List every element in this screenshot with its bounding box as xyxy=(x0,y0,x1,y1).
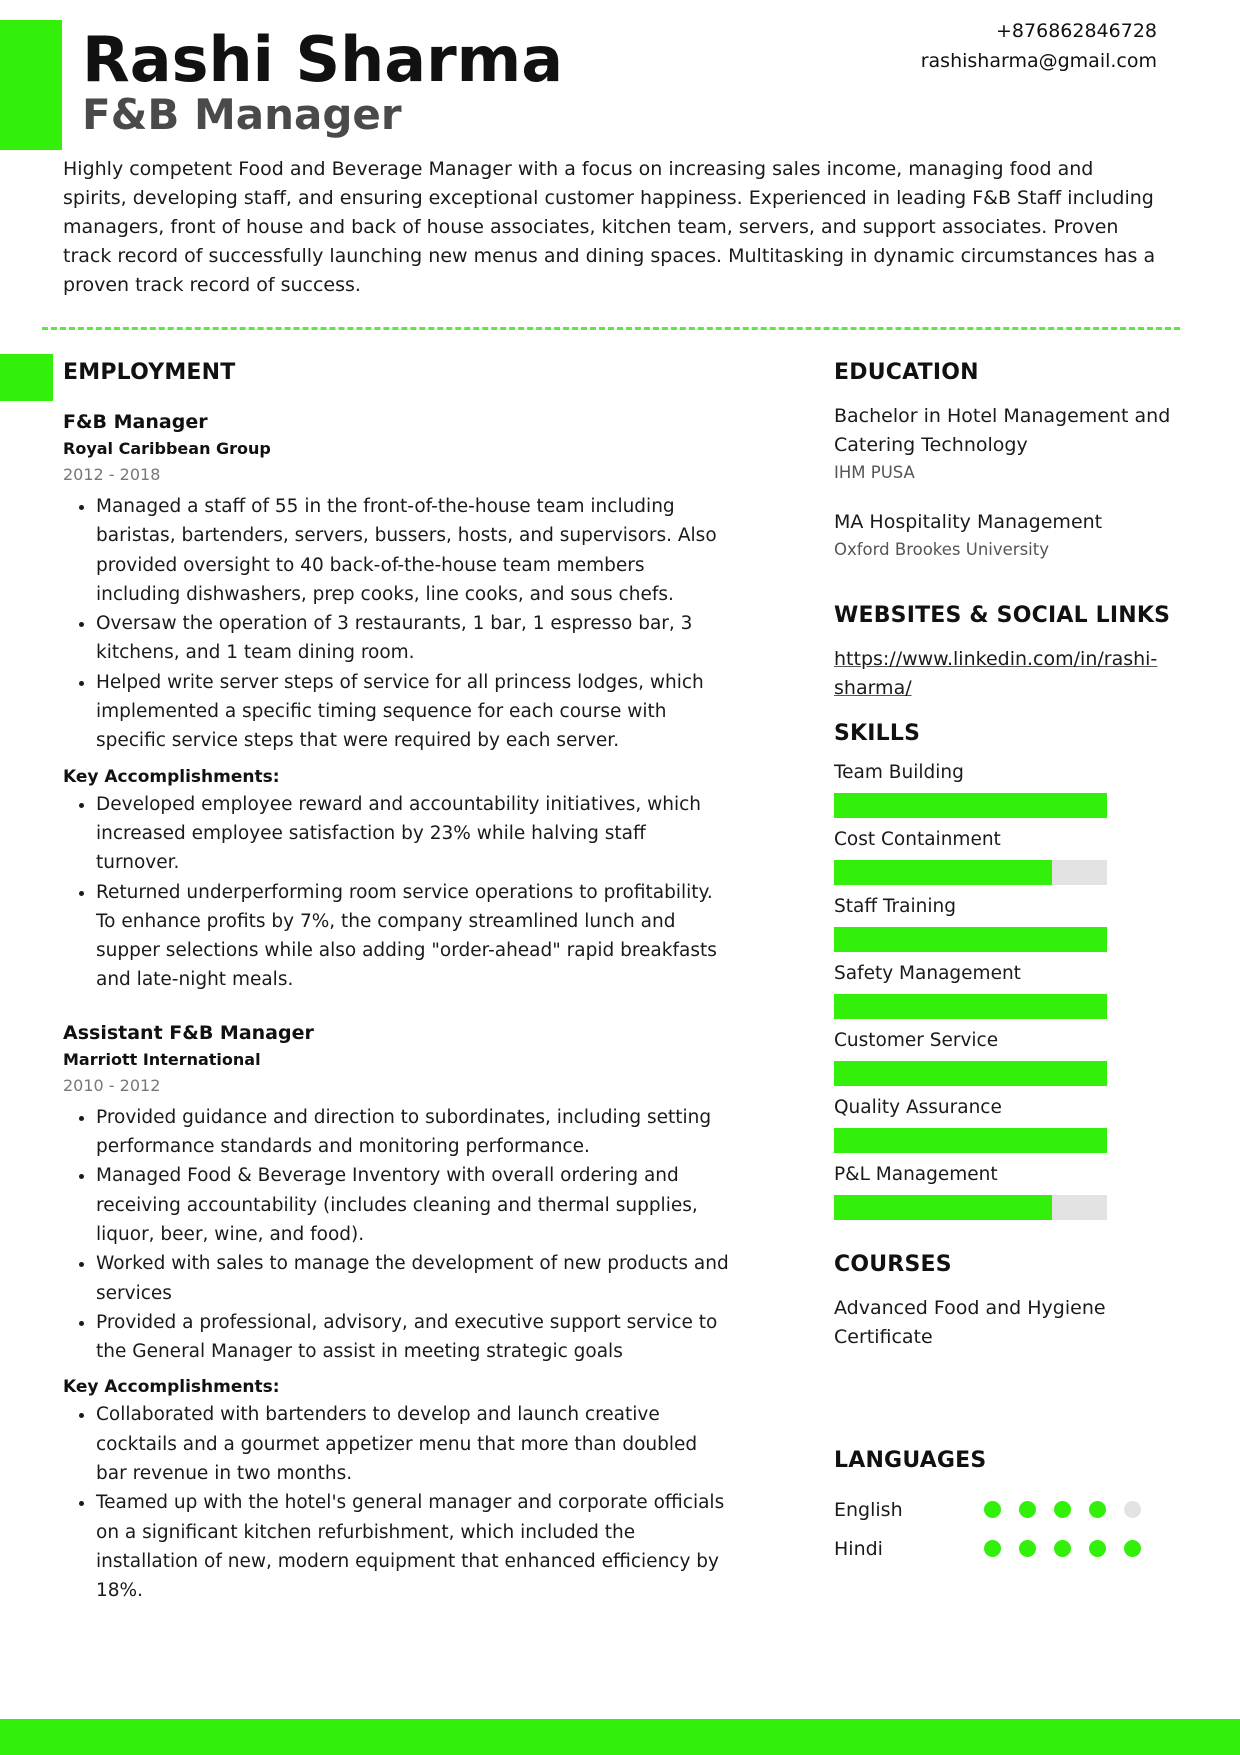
list-item: • Developed employee reward and accountability initiatives, which increased employee satisfaction by 23% while halving staff turnover. xyxy=(96,790,733,878)
education-entry xyxy=(834,508,1174,563)
skill-level-track xyxy=(834,1128,1107,1153)
skill-level-fill xyxy=(834,927,1107,952)
skill-item xyxy=(834,826,1174,885)
skill-name: Quality Assurance xyxy=(834,1097,1002,1118)
job-responsibilities xyxy=(63,1103,733,1367)
left-column xyxy=(63,356,733,1606)
email-address[interactable]: rashisharma@gmail.com xyxy=(920,50,1157,72)
list-item: • Worked with sales to manage the development of new products and services xyxy=(96,1249,733,1308)
language-name: Hindi xyxy=(834,1537,883,1560)
skill-item xyxy=(834,1027,1174,1086)
key-accomplishments-label: Key Accomplishments: xyxy=(63,766,280,787)
job-dates: 2010 - 2012 xyxy=(63,1075,161,1095)
candidate-title: F&B Manager xyxy=(82,90,402,139)
key-accomplishments-list xyxy=(63,1400,733,1605)
level-dot xyxy=(1019,1540,1036,1557)
right-column xyxy=(834,356,1174,1568)
skill-level-track xyxy=(834,860,1107,885)
education-degree: MA Hospitality Management xyxy=(834,511,1103,533)
level-dot xyxy=(1019,1501,1036,1518)
courses-heading: COURSES xyxy=(834,1252,952,1277)
list-item: • Provided guidance and direction to subordinates, including setting performance standards and monitoring performance. xyxy=(96,1103,733,1162)
skill-name: P&L Management xyxy=(834,1164,998,1185)
key-accomplishments-label: Key Accomplishments: xyxy=(63,1377,280,1398)
contact-block xyxy=(921,16,1157,76)
list-item: • Teamed up with the hotel's general manager and corporate officials on a significant kitchen refurbishment, which included the installation of new, modern equipment that enhanced efficiency by 18%. xyxy=(96,1488,733,1605)
skills-list xyxy=(834,759,1174,1220)
job-company: Marriott International xyxy=(63,1049,261,1069)
section-accent-bar xyxy=(0,354,53,401)
link-container xyxy=(834,645,1164,703)
skill-level-fill xyxy=(834,860,1052,885)
skill-level-track xyxy=(834,927,1107,952)
list-item: • Managed Food & Beverage Inventory with overall ordering and receiving accountability (includes cleaning and thermal supplies, liquor, beer, wine, and food). xyxy=(96,1161,733,1249)
language-name: English xyxy=(834,1498,903,1521)
education-school: IHM PUSA xyxy=(834,463,915,482)
linkedin-link[interactable]: https://www.linkedin.com/in/rashi-sharma/ xyxy=(834,648,1158,699)
level-dot xyxy=(1054,1540,1071,1557)
job-dates: 2012 - 2018 xyxy=(63,465,161,484)
job-company: Royal Caribbean Group xyxy=(63,439,271,458)
skill-item xyxy=(834,960,1174,1019)
job-role: Assistant F&B Manager xyxy=(63,1021,314,1044)
language-level-dots xyxy=(984,1501,1141,1518)
level-dot xyxy=(1124,1540,1141,1557)
key-accomplishments-list xyxy=(63,790,733,995)
education-school: Oxford Brookes University xyxy=(834,540,1049,559)
skill-level-fill xyxy=(834,1195,1052,1220)
level-dot xyxy=(1089,1501,1106,1518)
skill-name: Safety Management xyxy=(834,963,1021,984)
language-item xyxy=(834,1529,1174,1568)
level-dot xyxy=(984,1501,1001,1518)
skill-level-track xyxy=(834,1195,1107,1220)
list-item: • Collaborated with bartenders to develop and launch creative cocktails and a gourmet appetizer menu that more than doubled bar revenue in two months. xyxy=(96,1400,733,1488)
footer-accent-band xyxy=(0,1719,1240,1755)
skill-level-fill xyxy=(834,1061,1107,1086)
skill-level-fill xyxy=(834,1128,1107,1153)
education-heading: EDUCATION xyxy=(834,360,979,385)
skill-name: Staff Training xyxy=(834,896,956,917)
list-item: • Helped write server steps of service for all princess lodges, which implemented a specific timing sequence for each course with specific service steps that were required by each server. xyxy=(96,668,733,756)
skill-level-fill xyxy=(834,793,1107,818)
skill-name: Cost Containment xyxy=(834,829,1001,850)
list-item: • Oversaw the operation of 3 restaurants, 1 bar, 1 espresso bar, 3 kitchens, and 1 team dining room. xyxy=(96,609,733,668)
job-role: F&B Manager xyxy=(63,411,208,433)
header-accent-bar xyxy=(0,20,62,150)
level-dot xyxy=(1054,1501,1071,1518)
level-dot xyxy=(1089,1540,1106,1557)
candidate-name: Rashi Sharma xyxy=(82,23,564,96)
language-item xyxy=(834,1490,1174,1529)
job-entry xyxy=(63,408,733,995)
level-dot xyxy=(984,1540,1001,1557)
skill-name: Customer Service xyxy=(834,1030,999,1051)
level-dot xyxy=(1124,1501,1141,1518)
list-item: • Provided a professional, advisory, and executive support service to the General Manager to assist in meeting strategic goals xyxy=(96,1308,733,1367)
skill-level-track xyxy=(834,994,1107,1019)
skill-level-track xyxy=(834,793,1107,818)
job-responsibilities xyxy=(63,492,733,756)
language-level-dots xyxy=(984,1540,1141,1557)
skill-level-track xyxy=(834,1061,1107,1086)
languages-heading: LANGUAGES xyxy=(834,1448,987,1473)
phone-number[interactable]: +876862846728 xyxy=(996,20,1157,42)
skills-heading: SKILLS xyxy=(834,721,921,746)
job-entry xyxy=(63,1019,733,1606)
skill-name: Team Building xyxy=(834,762,964,783)
education-entry xyxy=(834,402,1174,486)
list-item: • Returned underperforming room service operations to profitability. To enhance profits by 7%, the company streamlined lunch and supper selections while also adding "order-ahead" rapid breakfasts and late-night meals. xyxy=(96,878,733,995)
skill-level-fill xyxy=(834,994,1107,1019)
links-heading: WEBSITES & SOCIAL LINKS xyxy=(834,603,1171,628)
skill-item xyxy=(834,759,1174,818)
course-item: Advanced Food and Hygiene Certificate xyxy=(834,1297,1106,1348)
list-item: • Managed a staff of 55 in the front-of-the-house team including baristas, bartenders, servers, bussers, hosts, and supervisors. Also provided oversight to 40 back-of-the-house team members including dishwashers, prep cooks, line cooks, and sous chefs. xyxy=(96,492,733,609)
skill-item xyxy=(834,893,1174,952)
languages-list xyxy=(834,1490,1174,1568)
skill-item xyxy=(834,1161,1174,1220)
profile-summary: Highly competent Food and Beverage Manager with a focus on increasing sales income, managing food and spirits, developing staff, and ensuring exceptional customer happiness. Experienced in leading F&B Staff including managers, front of house and back of house associates, kitchen team, servers, and support associates. Proven track record of successfully launching new menus and dining spaces. Multitasking in dynamic circumstances has a proven track record of success. xyxy=(63,158,1156,296)
employment-heading: EMPLOYMENT xyxy=(63,360,236,385)
education-degree: Bachelor in Hotel Management and Catering Technology xyxy=(834,405,1171,456)
skill-item xyxy=(834,1094,1174,1153)
section-divider xyxy=(42,327,1180,330)
